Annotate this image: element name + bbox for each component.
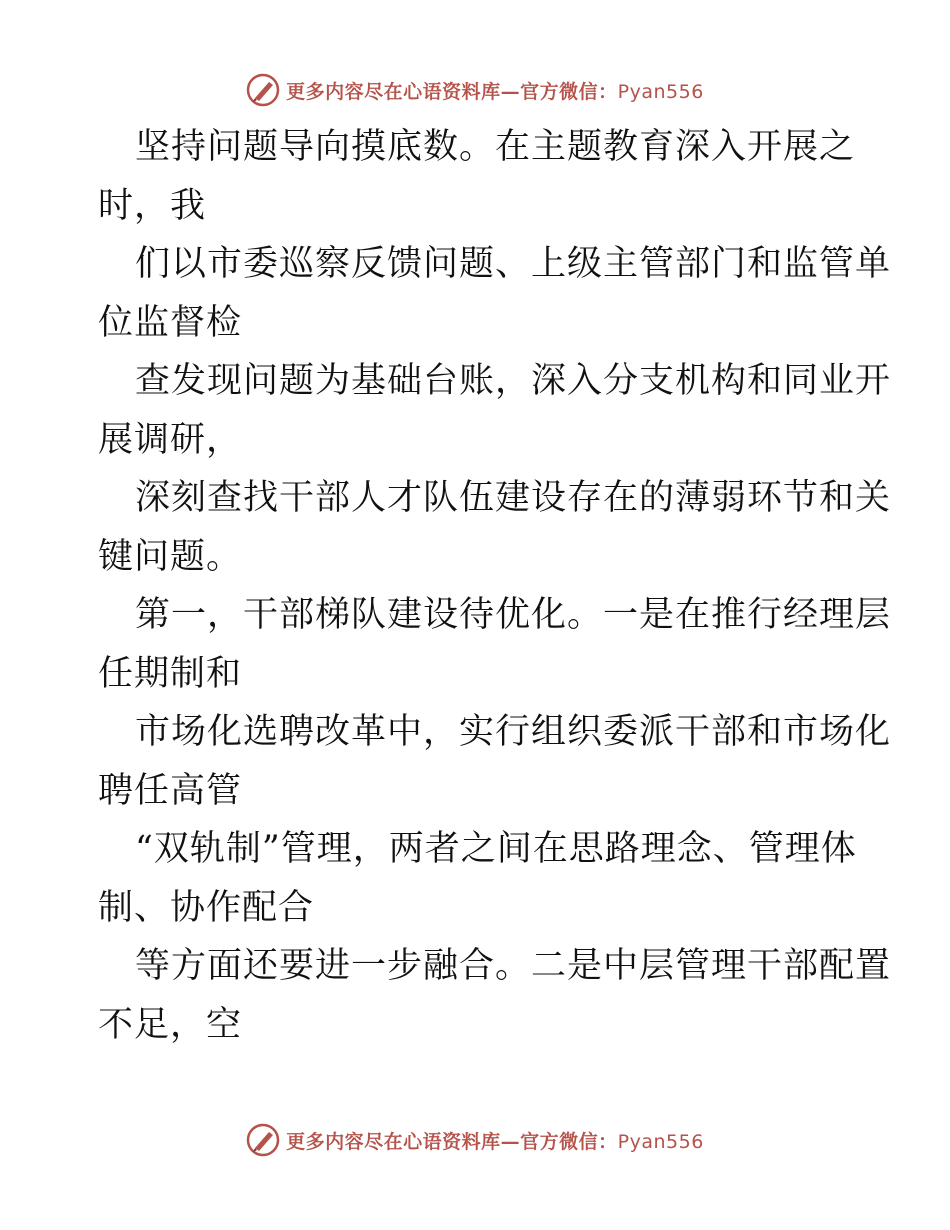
body-line: 位监督检 <box>98 302 243 343</box>
footer-watermark <box>0 1120 950 1160</box>
body-line: 不足，空 <box>98 1004 243 1045</box>
body-line: 们以市委巡察反馈问题、上级主管部门和监管单 <box>135 244 892 284</box>
header-watermark-text <box>286 77 704 104</box>
body-line: 第一，干部梯队建设待优化。一是在推行经理层 <box>135 595 892 635</box>
body-line: 聘任高管 <box>98 770 243 811</box>
body-line: 制、协作配合 <box>98 887 315 928</box>
pen-logo-icon <box>246 1123 280 1157</box>
header-watermark-cn: 更多内容尽在心语资料库—官方微信： <box>286 80 618 103</box>
body-line: 时，我 <box>98 185 207 226</box>
header-watermark-id: Pyan556 <box>617 80 704 103</box>
header-watermark <box>0 70 950 110</box>
document-body <box>98 118 892 1054</box>
body-line: 坚持问题导向摸底数。在主题教育深入开展之 <box>135 127 856 167</box>
body-line: 查发现问题为基础台账，深入分支机构和同业开 <box>135 361 892 401</box>
body-line: 任期制和 <box>98 653 243 694</box>
body-line: 深刻查找干部人才队伍建设存在的薄弱环节和关 <box>135 478 892 518</box>
footer-watermark-text <box>286 1127 704 1154</box>
pen-logo-icon <box>246 73 280 107</box>
body-line: 键问题。 <box>98 536 243 577</box>
body-line: “双轨制”管理，两者之间在思路理念、管理体 <box>135 829 857 869</box>
body-line: 展调研， <box>98 419 243 460</box>
footer-watermark-cn: 更多内容尽在心语资料库—官方微信： <box>286 1130 618 1153</box>
body-line: 等方面还要进一步融合。二是中层管理干部配置 <box>135 946 892 986</box>
footer-watermark-id: Pyan556 <box>617 1130 704 1153</box>
body-line: 市场化选聘改革中，实行组织委派干部和市场化 <box>135 712 892 752</box>
